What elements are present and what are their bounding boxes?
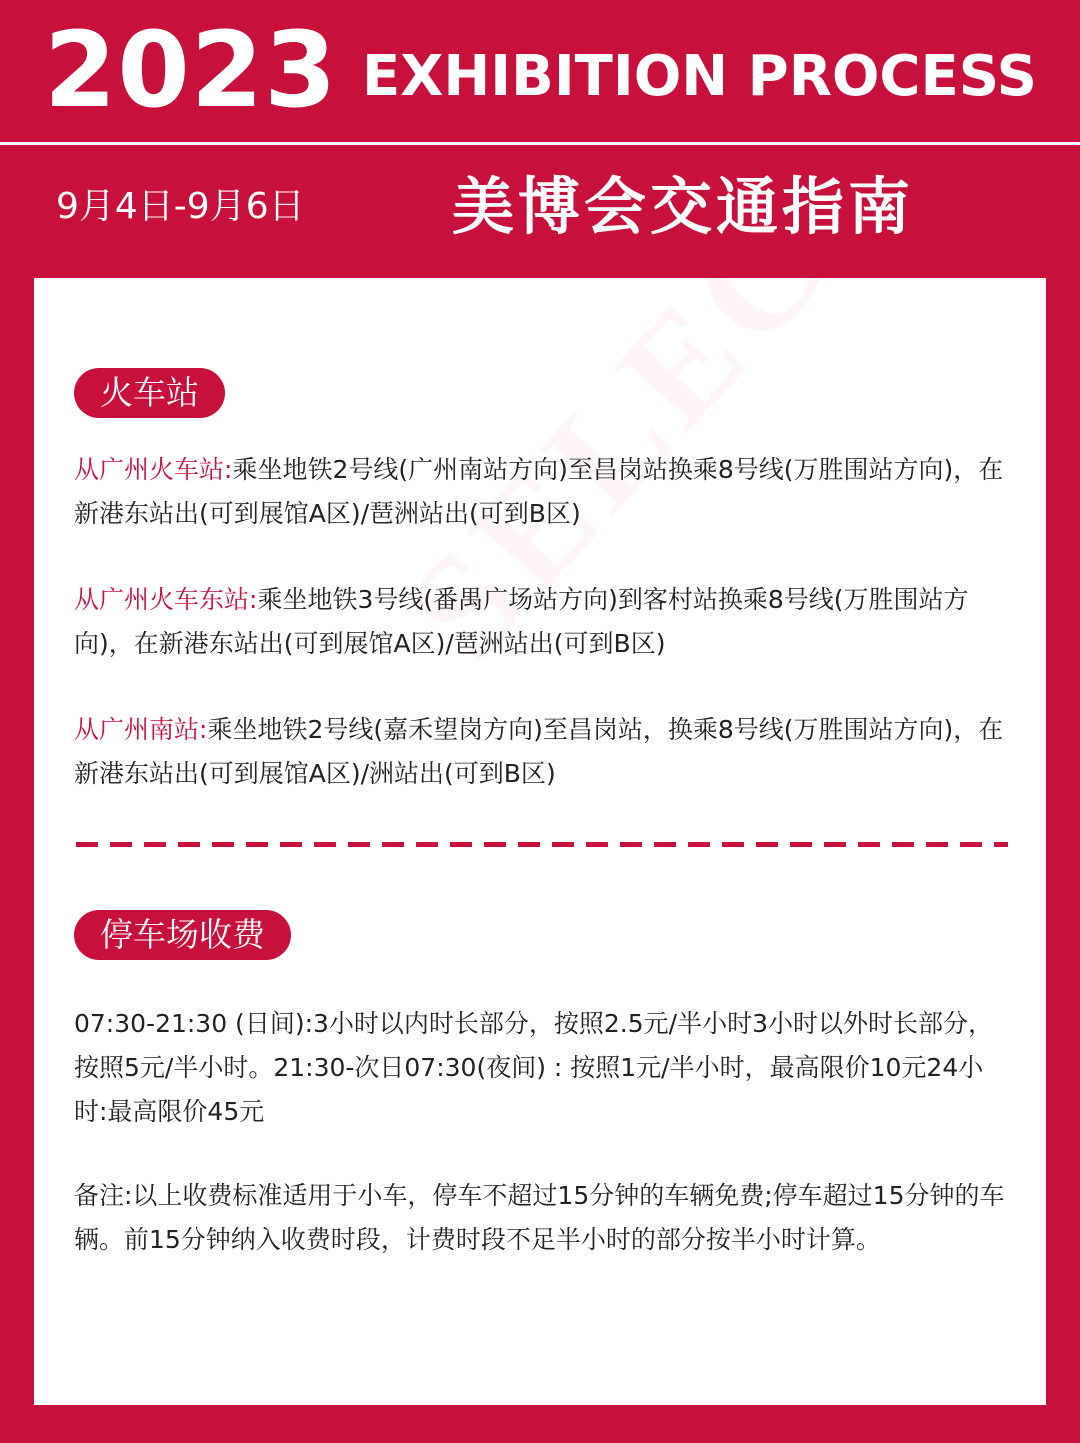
route-text: 乘坐地铁2号线(广州南站方向)至昌岗站换乘8号线(万胜围站方向)，在新港东站出(可到展馆A区)/琶洲站出(可到B区) [74,455,1004,528]
content-card [34,278,1046,1405]
event-dates: 9月4日-9月6日 [56,186,305,227]
route-text: 乘坐地铁2号线(嘉禾望岗方向)至昌岗站，换乘8号线(万胜围站方向)，在新港东站出(可到展馆A区)/洲站出(可到B区) [74,715,1004,788]
section-heading-parking: 停车场收费 [74,910,291,960]
route-label: 从广州南站: [74,715,208,744]
route-text: 乘坐地铁3号线(番禺广场站方向)到客村站换乘8号线(万胜围站方向)，在新港东站出(可到展馆A区)/琶洲站出(可到B区) [74,585,969,658]
section-heading-train: 火车站 [74,368,225,418]
dashed-divider [76,842,1008,847]
parking-note: 备注:以上收费标准适用于小车，停车不超过15分钟的车辆免费;停车超过15分钟的车辆。前15分钟纳入收费时段，计费时段不足半小时的部分按半小时计算。 [74,1181,1005,1254]
header-divider [0,142,1080,145]
train-route-2 [74,578,1010,666]
train-route-1 [74,448,1010,536]
page-title: 美博会交通指南 [452,170,915,243]
train-route-3 [74,708,1010,796]
exhibition-subtitle: EXHIBITION PROCESS [362,44,1037,109]
year-heading: 2023 [44,9,338,131]
parking-fee-text: 07:30-21:30 (日间):3小时以内时长部分，按照2.5元/半小时3小时以外时长部分，按照5元/半小时。21:30-次日07:30(夜间) : 按照1元/半小时，最高限价10元24小时:最高限价45元 [74,1009,993,1126]
route-label: 从广州火车东站: [74,585,258,614]
route-label: 从广州火车站: [74,455,233,484]
